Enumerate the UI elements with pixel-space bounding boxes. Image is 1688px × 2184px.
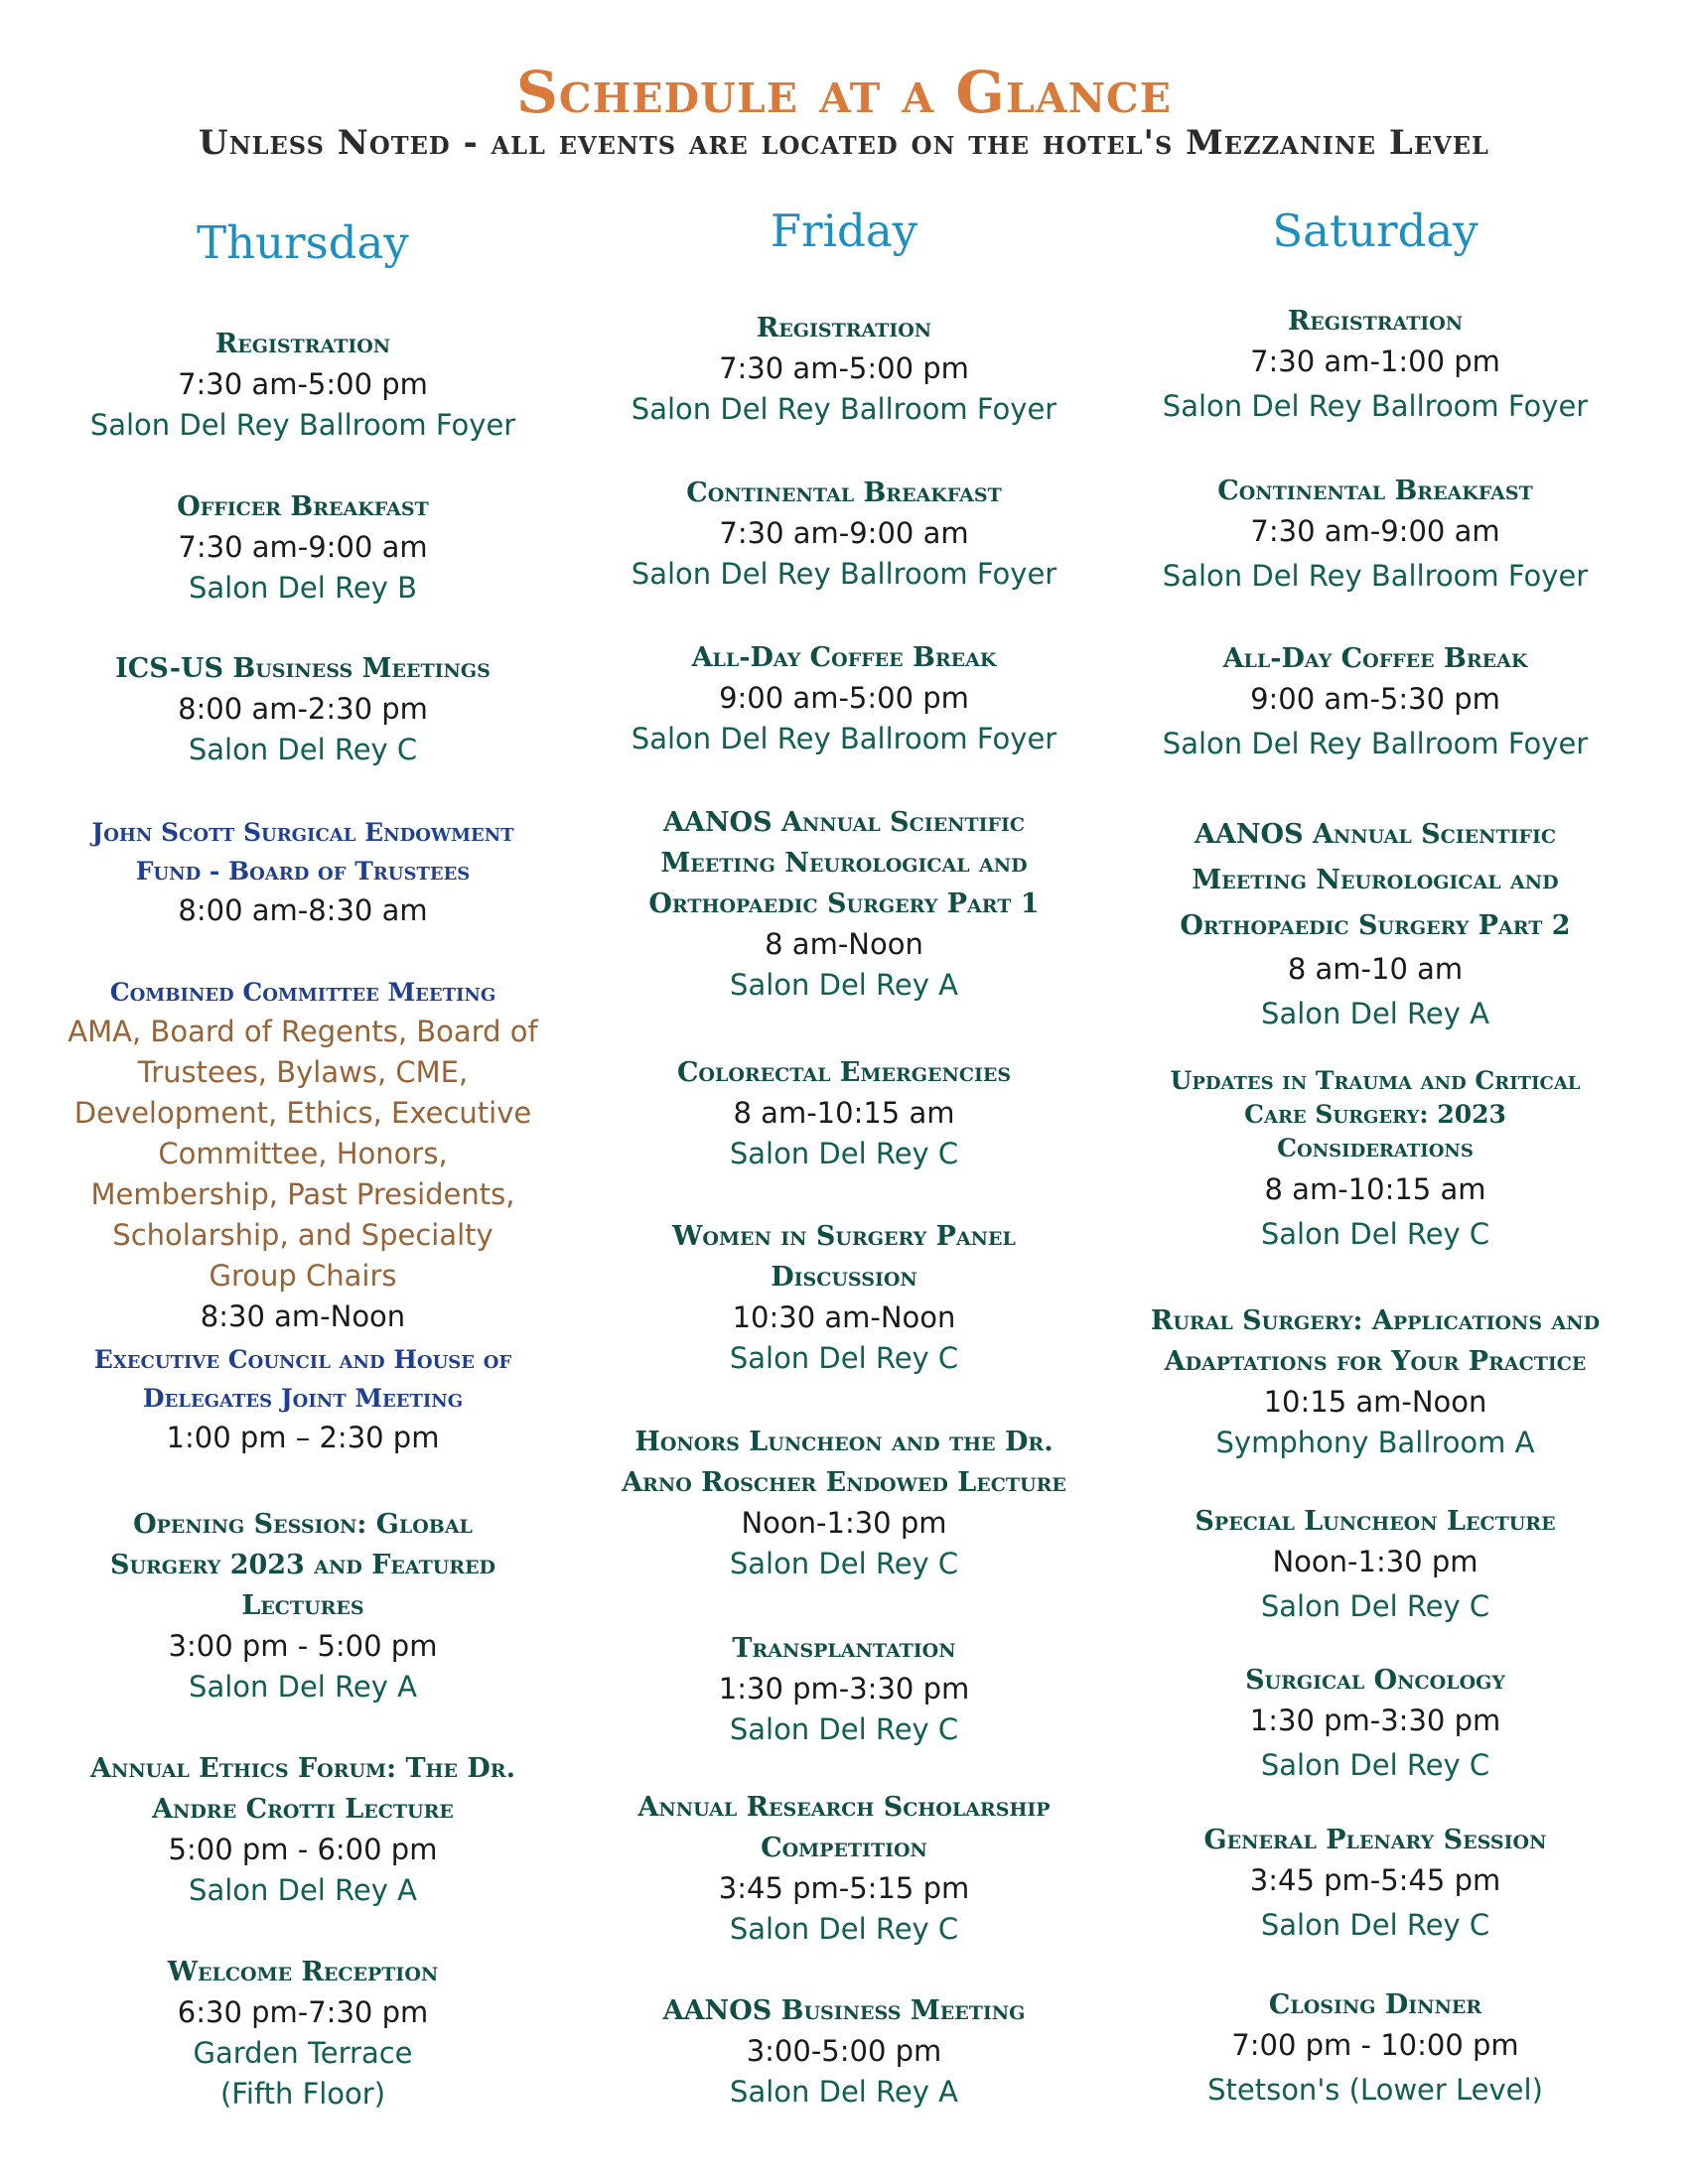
event-name: Annual Research Scholarship Competition bbox=[637, 1792, 1051, 1863]
event-time: 5:00 pm - 6:00 pm bbox=[168, 1833, 438, 1866]
event-name: Registration bbox=[756, 313, 932, 343]
page-subtitle: Unless Noted - all events are located on the hotel's Mezzanine Level bbox=[199, 123, 1489, 163]
event-time: 7:00 pm - 10:00 pm bbox=[1231, 2028, 1519, 2062]
event-time: 3:45 pm-5:15 pm bbox=[718, 1871, 970, 1905]
event-time: 7:30 am-9:00 am bbox=[178, 530, 428, 564]
event-location-floor: (Fifth Floor) bbox=[219, 2077, 386, 2111]
event-item bbox=[1117, 301, 1633, 427]
event-location: Salon Del Rey A bbox=[730, 2075, 958, 2109]
event-location: Stetson's (Lower Level) bbox=[1207, 2073, 1543, 2107]
event-name: Opening Session: Global Surgery 2023 and Featured Lectures bbox=[109, 1509, 496, 1621]
event-time: 7:30 am-9:00 am bbox=[719, 516, 969, 550]
event-time: 7:30 am-9:00 am bbox=[1250, 514, 1500, 548]
event-location: Salon Del Rey C bbox=[729, 1547, 959, 1580]
event-time: 7:30 am-5:00 pm bbox=[719, 351, 969, 385]
event-name: Honors Luncheon and the Dr. Arno Roscher Endowed Lecture bbox=[622, 1427, 1066, 1498]
event-time: Noon-1:30 pm bbox=[741, 1506, 947, 1540]
page-title: Schedule at a Glance bbox=[516, 59, 1172, 126]
event-location: Garden Terrace bbox=[193, 2036, 413, 2070]
event-time: 10:15 am-Noon bbox=[1263, 1385, 1487, 1419]
event-item bbox=[45, 813, 561, 931]
event-location: Salon Del Rey C bbox=[1260, 1589, 1490, 1623]
event-time: Noon-1:30 pm bbox=[1272, 1545, 1478, 1578]
event-item bbox=[586, 1216, 1102, 1379]
event-item bbox=[1117, 1064, 1633, 1255]
day-heading-saturday: Saturday bbox=[1272, 205, 1478, 257]
event-time: 8 am-10:15 am bbox=[733, 1096, 955, 1130]
event-name: AANOS Annual Scientific Meeting Neurological and Orthopaedic Surgery Part 1 bbox=[648, 807, 1040, 919]
event-time: 8:00 am-8:30 am bbox=[178, 893, 428, 927]
event-time: 3:45 pm-5:45 pm bbox=[1249, 1863, 1501, 1897]
event-name: All-Day Coffee Break bbox=[1222, 643, 1528, 674]
event-name: Transplantation bbox=[732, 1633, 956, 1664]
event-time: 9:00 am-5:30 pm bbox=[1250, 682, 1500, 716]
event-location: Salon Del Rey C bbox=[729, 1137, 959, 1170]
event-time: 10:30 am-Noon bbox=[732, 1300, 956, 1334]
event-location: Salon Del Rey C bbox=[1260, 1748, 1490, 1782]
event-time: 1:00 pm – 2:30 pm bbox=[166, 1421, 440, 1454]
event-name: Closing Dinner bbox=[1268, 1989, 1482, 2020]
event-location: Salon Del Rey Ballroom Foyer bbox=[89, 408, 516, 442]
event-location: Salon Del Rey B bbox=[189, 571, 417, 605]
event-name: Colorectal Emergencies bbox=[676, 1057, 1012, 1088]
event-name: AANOS Annual Scientific Meeting Neurological and Orthopaedic Surgery Part 2 bbox=[1180, 819, 1571, 941]
event-time: 7:30 am-1:00 pm bbox=[1250, 344, 1500, 378]
event-item bbox=[586, 802, 1102, 1006]
event-name: Continental Breakfast bbox=[1217, 476, 1533, 506]
event-time: 1:30 pm-3:30 pm bbox=[718, 1672, 970, 1706]
event-location: Salon Del Rey A bbox=[189, 1873, 417, 1907]
event-item bbox=[586, 1990, 1102, 2113]
event-time: 1:30 pm-3:30 pm bbox=[1249, 1704, 1501, 1737]
event-item bbox=[45, 486, 561, 609]
event-item bbox=[586, 1422, 1102, 1584]
event-item bbox=[45, 973, 561, 1337]
event-name: Registration bbox=[214, 329, 391, 359]
event-name: ICS-US Business Meetings bbox=[115, 653, 491, 684]
event-name: Combined Committee Meeting bbox=[109, 978, 496, 1007]
event-location: Symphony Ballroom A bbox=[1215, 1426, 1535, 1459]
event-time: 8 am-10:15 am bbox=[1264, 1172, 1486, 1206]
event-time: 3:00 pm - 5:00 pm bbox=[168, 1629, 438, 1663]
event-name: General Plenary Session bbox=[1203, 1825, 1547, 1855]
event-item bbox=[45, 1748, 561, 1911]
event-name: Annual Ethics Forum: The Dr. Andre Crotti Lecture bbox=[90, 1753, 515, 1825]
event-item bbox=[45, 648, 561, 770]
event-item bbox=[1117, 638, 1633, 764]
event-time: 6:30 pm-7:30 pm bbox=[177, 1995, 429, 2029]
event-time: 3:00-5:00 pm bbox=[746, 2034, 942, 2068]
event-time: 8:30 am-Noon bbox=[200, 1299, 406, 1333]
event-name: Welcome Reception bbox=[167, 1957, 439, 1987]
event-location: Salon Del Rey C bbox=[729, 1912, 959, 1946]
event-name: Continental Breakfast bbox=[686, 478, 1002, 508]
event-location: Salon Del Rey C bbox=[729, 1341, 959, 1375]
event-name: Women in Surgery Panel Discussion bbox=[672, 1221, 1016, 1293]
event-name: All-Day Coffee Break bbox=[691, 642, 997, 673]
event-item bbox=[1117, 1501, 1633, 1627]
event-location: Salon Del Rey C bbox=[729, 1712, 959, 1746]
event-name: Registration bbox=[1287, 306, 1464, 337]
event-item bbox=[586, 1628, 1102, 1750]
event-name: John Scott Surgical Endowment Fund - Board of Trustees bbox=[91, 818, 514, 886]
event-name: AANOS Business Meeting bbox=[662, 1995, 1026, 2026]
event-location: Salon Del Rey C bbox=[1260, 1217, 1490, 1251]
event-item bbox=[1117, 812, 1633, 1034]
event-time: 7:30 am-5:00 pm bbox=[178, 367, 428, 401]
event-location: Salon Del Rey Ballroom Foyer bbox=[1162, 389, 1589, 423]
event-location: Salon Del Rey A bbox=[189, 1670, 417, 1704]
event-item bbox=[1117, 471, 1633, 597]
event-item bbox=[45, 1504, 561, 1707]
event-item bbox=[586, 1787, 1102, 1950]
event-item bbox=[586, 308, 1102, 430]
event-location: Salon Del Rey Ballroom Foyer bbox=[631, 557, 1057, 591]
event-time: 8 am-Noon bbox=[765, 927, 923, 961]
event-location: Salon Del Rey A bbox=[730, 968, 958, 1002]
event-item bbox=[45, 324, 561, 446]
event-item bbox=[1117, 1820, 1633, 1946]
event-name: Updates in Trauma and Critical Care Surgery: 2023 Considerations bbox=[1170, 1066, 1581, 1162]
event-name: Officer Breakfast bbox=[177, 491, 429, 522]
event-time: 8:00 am-2:30 pm bbox=[178, 692, 428, 726]
event-location: Salon Del Rey Ballroom Foyer bbox=[1162, 559, 1589, 593]
event-location: Salon Del Rey Ballroom Foyer bbox=[631, 722, 1057, 755]
event-item bbox=[1117, 1660, 1633, 1786]
event-item bbox=[45, 1340, 561, 1458]
event-name: Surgical Oncology bbox=[1245, 1665, 1505, 1696]
event-location: Salon Del Rey C bbox=[188, 733, 418, 766]
event-item bbox=[1117, 1984, 1633, 2111]
event-time: 9:00 am-5:00 pm bbox=[719, 681, 969, 715]
event-location: Salon Del Rey Ballroom Foyer bbox=[1162, 727, 1589, 760]
event-name: Special Luncheon Lecture bbox=[1195, 1506, 1556, 1537]
event-location: Salon Del Rey A bbox=[1261, 997, 1489, 1030]
event-item bbox=[45, 1952, 561, 2115]
event-item bbox=[586, 1052, 1102, 1174]
event-item bbox=[586, 637, 1102, 759]
event-item bbox=[586, 473, 1102, 595]
event-name: Executive Council and House of Delegates Joint Meeting bbox=[93, 1345, 512, 1413]
event-item bbox=[1117, 1300, 1633, 1463]
event-location: Salon Del Rey C bbox=[1260, 1908, 1490, 1942]
day-heading-thursday: Thursday bbox=[197, 216, 409, 269]
event-time: 8 am-10 am bbox=[1287, 952, 1464, 986]
event-location: Salon Del Rey Ballroom Foyer bbox=[631, 392, 1057, 426]
day-heading-friday: Friday bbox=[770, 205, 918, 257]
event-committee-list: AMA, Board of Regents, Board of Trustees, Bylaws, CME, Development, Ethics, Executive Committee, Honors, Membership, Past Presidents, Scholarship, and Specialty Group Chairs bbox=[68, 1015, 538, 1293]
event-name: Rural Surgery: Applications and Adaptations for Your Practice bbox=[1150, 1305, 1601, 1377]
